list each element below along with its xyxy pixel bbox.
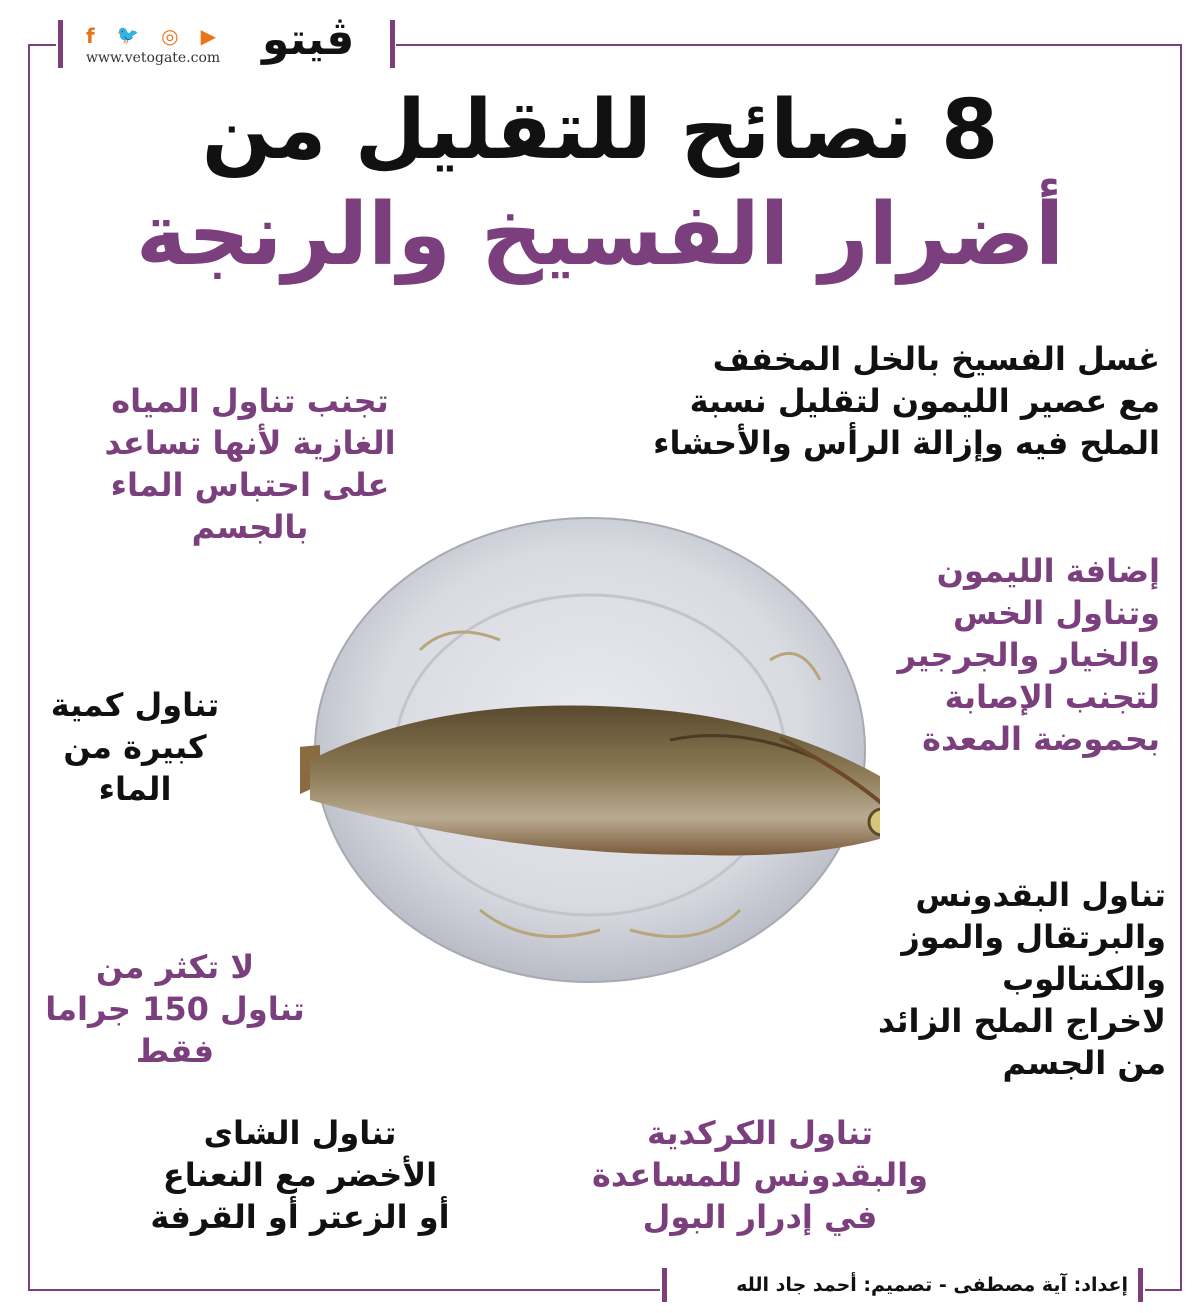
tip-drink-water — [30, 684, 240, 810]
header-divider-right — [390, 20, 395, 68]
tip-line: وتناول الخس — [952, 594, 1160, 632]
tip-line: الملح فيه وإزالة الرأس والأحشاء — [653, 424, 1160, 462]
credits: إعداد: آية مصطفى - تصميم: أحمد جاد الله — [736, 1274, 1128, 1296]
tip-line: فقط — [135, 1032, 215, 1070]
tip-parsley-fruits — [878, 874, 1166, 1084]
tip-line: كبيرة من — [63, 728, 207, 766]
page-subtitle: أضرار الفسيخ والرنجة — [135, 185, 1065, 285]
plate-with-fish-image — [300, 510, 880, 990]
tip-line: تناول الشاى — [203, 1114, 397, 1152]
tip-line: إضافة الليمون — [936, 552, 1160, 590]
instagram-icon[interactable]: ◎ — [161, 24, 179, 48]
footer-divider-right — [1138, 1268, 1143, 1302]
tip-line: تجنب تناول المياه — [111, 382, 389, 420]
tip-line: على احتباس الماء — [110, 466, 390, 504]
tip-lemon-greens — [898, 550, 1160, 760]
twitter-icon[interactable]: 🐦 — [116, 25, 140, 46]
tip-wash-fesikh — [653, 338, 1160, 464]
tip-line: في إدرار البول — [642, 1198, 878, 1236]
tip-line: والبقدونس للمساعدة — [591, 1156, 929, 1194]
tip-line: غسل الفسيخ بالخل المخفف — [712, 340, 1160, 378]
page-title: 8 نصائح للتقليل من — [201, 83, 999, 178]
tip-line: والبرتقال والموز — [901, 918, 1166, 956]
footer-divider-left — [662, 1268, 667, 1302]
tip-line: الأخضر مع النعناع — [162, 1156, 438, 1194]
tip-line: لاخراج الملح الزائد — [877, 1002, 1166, 1040]
social-icons — [86, 26, 216, 46]
tip-line: لتجنب الإصابة — [944, 678, 1160, 716]
tip-line: تناول البقدونس — [915, 876, 1166, 914]
tip-line: من الجسم — [1002, 1044, 1166, 1082]
tip-line: الماء — [98, 770, 172, 808]
tip-line: تناول الكركدية — [647, 1114, 873, 1152]
tip-hibiscus — [560, 1112, 960, 1238]
tip-line: تناول كمية — [50, 686, 220, 724]
tip-green-tea — [140, 1112, 460, 1238]
tip-line: تناول 150 جراما — [45, 990, 305, 1028]
tip-line: بحموضة المعدة — [922, 720, 1160, 758]
tip-line: والكنتالوب — [1002, 960, 1166, 998]
tip-line: أو الزعتر أو القرفة — [150, 1198, 450, 1236]
tip-line: بالجسم — [191, 508, 309, 546]
tip-line: الغازية لأنها تساعد — [104, 424, 396, 462]
site-logo: ڤيتو — [262, 14, 355, 65]
tip-avoid-soda — [80, 380, 420, 548]
website-url[interactable]: www.vetogate.com — [86, 50, 221, 66]
facebook-icon[interactable]: f — [86, 24, 95, 48]
tip-line: لا تكثر من — [95, 948, 255, 986]
header-divider-left — [58, 20, 63, 68]
youtube-icon[interactable]: ▶ — [200, 24, 216, 48]
tip-limit-portion — [40, 946, 310, 1072]
tip-line: والخيار والجرجير — [897, 636, 1160, 674]
tip-line: مع عصير الليمون لتقليل نسبة — [689, 382, 1160, 420]
